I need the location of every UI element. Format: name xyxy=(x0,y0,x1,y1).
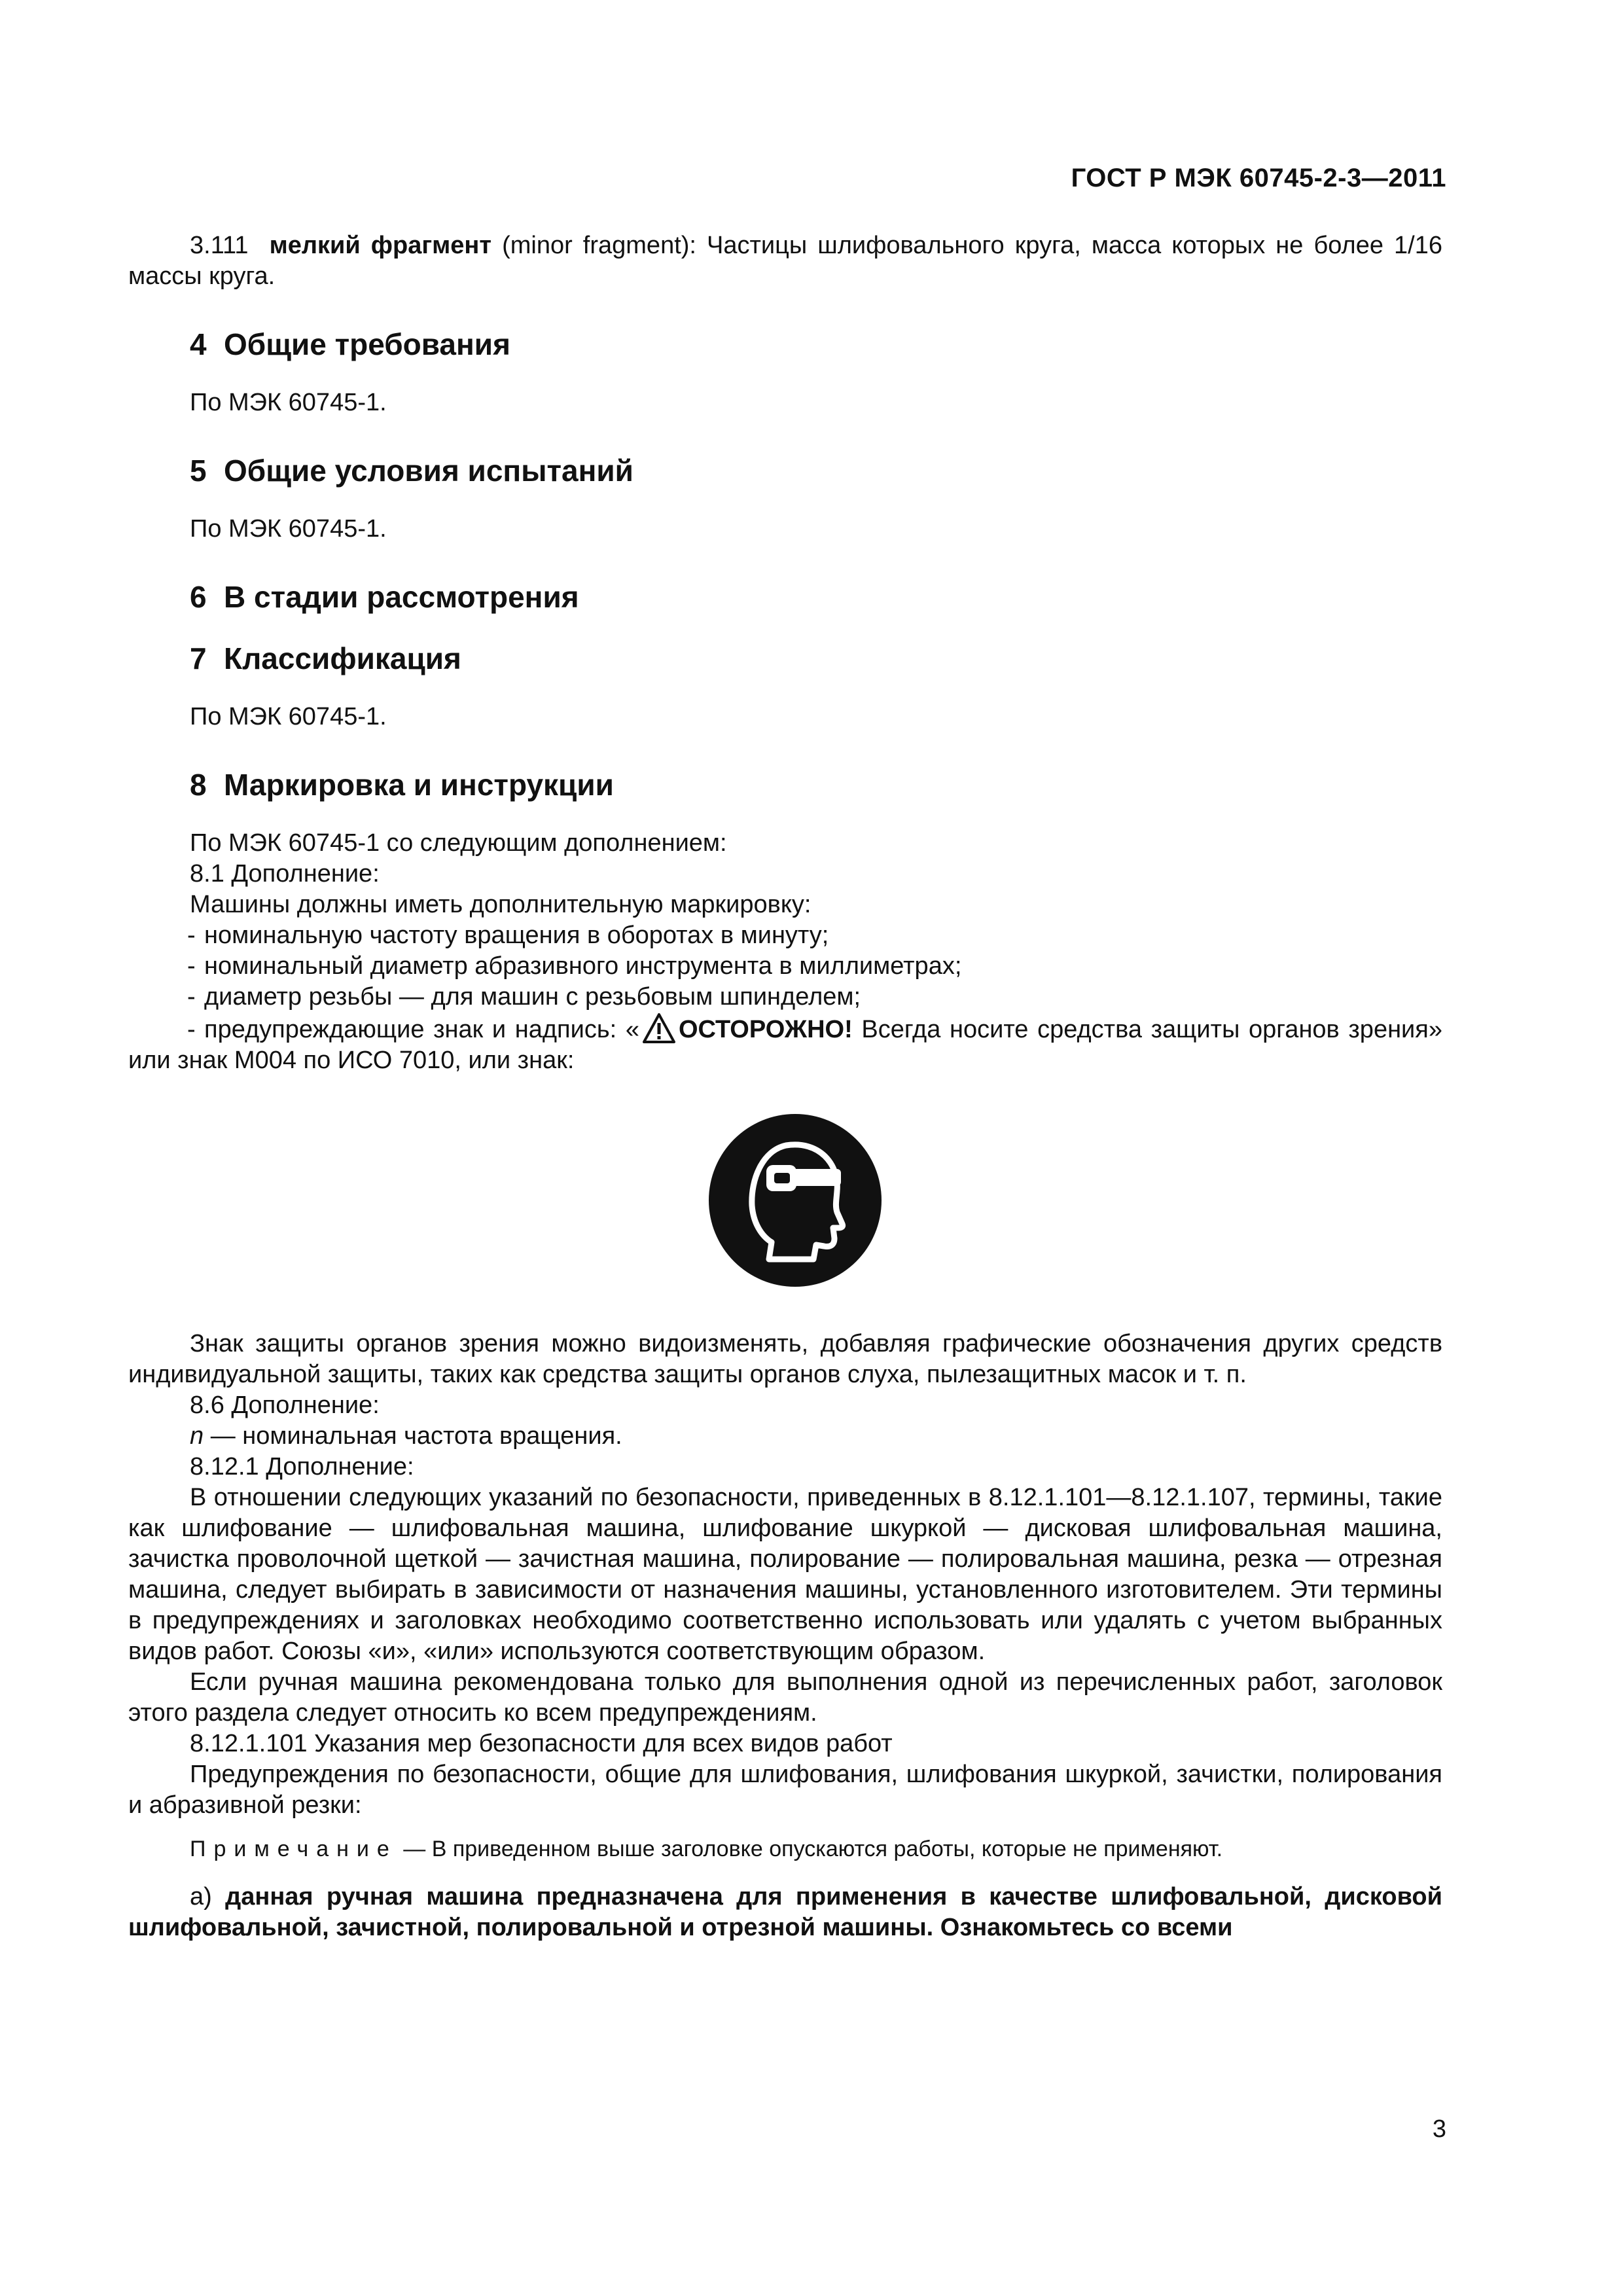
list-item: - номинальный диаметр абразивного инструмента в миллиметрах; xyxy=(187,952,962,980)
page-content xyxy=(128,230,1442,1943)
clause-8-12-1-101: 8.12.1.101 Указания мер безопасности для всех видов работ xyxy=(190,1730,893,1757)
clause-8-6: 8.6 Дополнение: xyxy=(190,1391,380,1419)
eye-protection-sign xyxy=(128,1114,1442,1287)
section-title: Общие требования xyxy=(224,327,510,361)
item-a-label: а) xyxy=(190,1883,212,1910)
definition-3-111 xyxy=(128,230,1442,292)
note-text: — В приведенном выше заголовке опускаются работы, которые не применяют. xyxy=(403,1837,1223,1861)
list-item-text: номинальный диаметр абразивного инструмента в миллиметрах; xyxy=(204,952,962,980)
section-4-heading xyxy=(190,326,1442,363)
eye-protection-sign-icon xyxy=(709,1114,882,1287)
section-4-body: По МЭК 60745-1. xyxy=(190,389,387,416)
section-8-heading xyxy=(190,766,1442,803)
document-code: ГОСТ Р МЭК 60745-2-3—2011 xyxy=(1071,164,1446,192)
speed-symbol: n xyxy=(190,1422,204,1450)
section-5-body: По МЭК 60745-1. xyxy=(190,515,387,543)
clause-8-12-1-text: В отношении следующих указаний по безопасности, приведенных в 8.12.1.101—8.12.1.107, термины, такие как шлифование — шлифовальная машина, шлифование шкуркой — дисковая шлифовальная машина, зачистка проволочной щеткой — зачистная машина, полирование — полировальная машина, резка — отрезная машина, следует выбирать в зависимости от назначения машины, установленного изготовителем. Эти термины в предупреждениях и заголовках необходимо соответственно использовать или удалять с учетом выбранных видов работ. Союзы «и», «или» используются соответствующим образом. xyxy=(128,1484,1442,1665)
section-6-heading xyxy=(190,579,1442,615)
sign-note: Знак защиты органов зрения можно видоизменять, добавляя графические обозначения других средств индивидуальной защиты, таких как средства защиты органов слуха, пылезащитных масок и т. п. xyxy=(128,1330,1442,1388)
section-title: Маркировка и инструкции xyxy=(224,768,614,802)
list-item: - диаметр резьбы — для машин с резьбовым шпинделем; xyxy=(187,983,861,1011)
warning-suffix: Всегда носите средства защиты органов зрения» или знак M004 по ИСО 7010, или знак: xyxy=(128,1016,1442,1074)
definition-term-english: (minor fragment): xyxy=(502,232,696,259)
section-title: Общие условия испытаний xyxy=(224,454,633,488)
section-title: Классификация xyxy=(224,641,461,675)
section-number: 4 xyxy=(190,327,207,361)
section-7-body: По МЭК 60745-1. xyxy=(190,703,387,730)
list-item-text: диаметр резьбы — для машин с резьбовым шпинделем; xyxy=(204,983,861,1011)
note-label: Примечание xyxy=(190,1837,397,1861)
clause-8-1: 8.1 Дополнение: xyxy=(190,860,380,888)
section-8-intro: По МЭК 60745-1 со следующим дополнением: xyxy=(190,829,727,857)
speed-symbol-text: — номинальная частота вращения. xyxy=(210,1422,622,1450)
warning-triangle-icon xyxy=(642,1013,676,1044)
item-a xyxy=(128,1882,1442,1943)
definition-text: Частицы шлифовального круга, масса которых не более 1/16 массы круга. xyxy=(128,232,1442,290)
section-number: 6 xyxy=(190,580,207,614)
definition-term: мелкий фрагмент xyxy=(269,232,491,259)
list-item: - номинальную частоту вращения в оборотах в минуту; xyxy=(187,922,829,949)
section-7-heading xyxy=(190,640,1442,677)
definition-number: 3.111 xyxy=(190,232,249,259)
page-number: 3 xyxy=(1432,2115,1446,2143)
section-5-heading xyxy=(190,452,1442,489)
warning-list-item: - предупреждающие знак и надпись: « ОСТОРОЖНО! Всегда носите средства защиты органов зрения» или знак M004 по ИСО 7010, или знак: xyxy=(128,1013,1442,1076)
speed-symbol-line xyxy=(128,1421,1442,1452)
list-item-text: номинальную частоту вращения в оборотах в минуту; xyxy=(204,922,829,949)
warning-prefix: предупреждающие знак и надпись: « xyxy=(204,1016,639,1043)
item-a-text: данная ручная машина предназначена для применения в качестве шлифовальной, дисковой шлифовальной, зачистной, полировальной и отрезной машины. Ознакомьтесь со всеми xyxy=(128,1883,1443,1941)
section-number: 5 xyxy=(190,454,207,488)
section-number: 8 xyxy=(190,768,207,802)
clause-8-12-1-text-2: Если ручная машина рекомендована только для выполнения одной из перечисленных работ, заголовок этого раздела следует относить ко всем предупреждениям. xyxy=(128,1668,1442,1727)
section-number: 7 xyxy=(190,641,207,675)
clause-8-12-1: 8.12.1 Дополнение: xyxy=(190,1453,414,1480)
marking-lead: Машины должны иметь дополнительную маркировку: xyxy=(190,891,812,918)
warning-word: ОСТОРОЖНО! xyxy=(678,1016,853,1043)
clause-8-12-1-101-text: Предупреждения по безопасности, общие для шлифования, шлифования шкуркой, зачистки, полирования и абразивной резки: xyxy=(128,1761,1442,1819)
section-title: В стадии рассмотрения xyxy=(224,580,579,614)
note xyxy=(128,1834,1442,1865)
